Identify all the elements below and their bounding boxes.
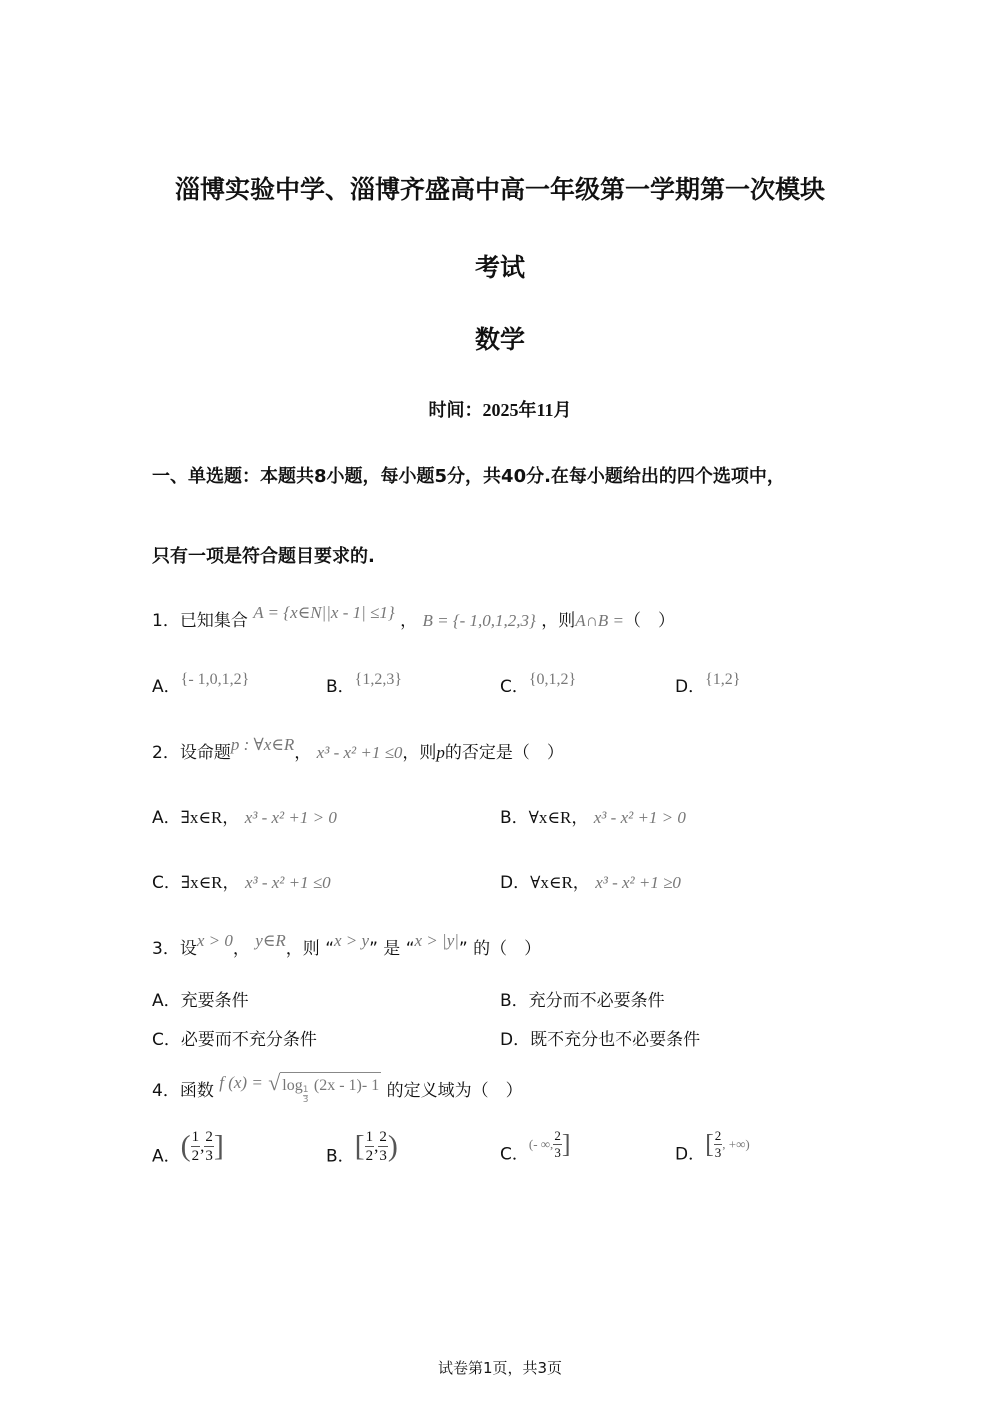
q4-option-b (326, 1128, 398, 1167)
frac-numerator: 2 (379, 1129, 387, 1145)
exam-time (0, 396, 1000, 422)
q2-option-c-expr: x³ - x² +1 ≤0 (244, 873, 331, 892)
q4-option-a-frac1 (191, 1128, 201, 1165)
q4-option-c-frac (553, 1128, 562, 1161)
q4-option-a-close: ] (213, 1129, 224, 1163)
q3-option-a-label: A． (152, 991, 181, 1011)
q4-end: 的定义域为（ ） (386, 1081, 523, 1101)
sqrt-icon: √ (268, 1070, 281, 1095)
q4-option-d-open: [ (705, 1129, 714, 1159)
q4-option-c (500, 1128, 570, 1165)
q3-option-a-text: 充要条件 (180, 991, 249, 1011)
question-3-stem (152, 931, 542, 959)
q4-log-base-num: 1 (302, 1085, 309, 1095)
q3-condition-a: x > y (334, 931, 370, 950)
q3-condition-b: x > |y| (414, 931, 459, 950)
q4-option-a-label: A． (152, 1146, 181, 1167)
frac-denominator: 3 (554, 1145, 561, 1160)
q4-option-a-open: ( (180, 1129, 191, 1163)
q3-cond-x: x > 0 (196, 931, 233, 950)
q3-option-c-label: C． (152, 1030, 181, 1050)
q1-option-d-value: {1,2} (705, 671, 741, 688)
time-value: 2025年11月 (482, 400, 572, 420)
q4-function: f (x) = (219, 1073, 263, 1092)
question-2-stem (152, 735, 564, 763)
frac-numerator: 1 (365, 1129, 374, 1145)
q4-option-d-post: , +∞) (722, 1136, 750, 1152)
q1-expr: A∩B = (575, 611, 625, 630)
q3-then: ，则 (285, 939, 320, 959)
q1-option-b-label: B． (326, 677, 355, 697)
q4-option-d-frac (714, 1128, 723, 1161)
q4-log: log (282, 1077, 303, 1094)
q4-option-b-open: [ (354, 1129, 365, 1163)
q3-option-d-label: D． (500, 1030, 531, 1050)
q4-radicand (280, 1072, 381, 1105)
q4-log-base (303, 1086, 309, 1105)
q4-prefix: 4．函数 (152, 1081, 214, 1101)
q2-option-d: D．∀x∈R， x³ - x² +1 ≥0 (500, 873, 681, 893)
frac-denominator: 3 (379, 1148, 387, 1164)
q1-option-c-label: C． (500, 677, 529, 697)
q2-option-d-quant: ∀x∈R (530, 873, 573, 892)
q4-option-b-frac1 (365, 1128, 375, 1165)
q3-is: 是 (383, 939, 401, 959)
frac-denominator: 3 (714, 1145, 722, 1160)
q1-set-a: A = {x∈N||x - 1| ≤1} (253, 603, 395, 622)
frac-denominator: 3 (205, 1148, 213, 1164)
q4-option-b-label: B． (326, 1146, 355, 1167)
q1-option-d-label: D． (675, 677, 706, 697)
q3-option-a (152, 986, 249, 1011)
q1-option-b-value: {1,2,3} (354, 671, 403, 688)
q4-option-b-close: ) (387, 1129, 398, 1163)
q4-option-b-sep: , (374, 1136, 379, 1156)
q3-prefix: 3．设 (152, 939, 197, 959)
q2-proposition: p : ∀x∈R (230, 735, 295, 754)
q4-option-d-label: D． (675, 1144, 706, 1165)
q2-comma: ， (294, 743, 312, 763)
q3-option-c-text: 必要而不充分条件 (180, 1030, 317, 1050)
q1-option-a-label: A． (152, 677, 181, 697)
q2-inequality: x³ - x² +1 ≤0 (316, 743, 403, 762)
q2-option-a-quant: ∃x∈R (180, 808, 223, 827)
q1-prefix: 1．已知集合 (152, 611, 248, 631)
q4-log-base-den: 3 (302, 1095, 309, 1105)
q4-option-c-pre: (- ∞, (528, 1136, 554, 1152)
q2-option-a-expr: x³ - x² +1 > 0 (244, 808, 337, 827)
q2-option-a-label: A． (152, 808, 181, 828)
q1-option-c (500, 672, 576, 697)
q1-option-d (675, 672, 740, 697)
q2-prefix: 2．设命题 (152, 743, 231, 763)
q3-option-d-text: 既不充分也不必要条件 (530, 1030, 701, 1050)
question-1-stem (152, 603, 676, 631)
q4-option-b-frac2 (378, 1128, 388, 1165)
q4-option-d (675, 1128, 750, 1165)
q4-option-a-sep: , (200, 1136, 205, 1156)
frac-numerator: 2 (205, 1129, 213, 1145)
subject-title: 数学 (474, 325, 525, 354)
q1-blank: （ ） (624, 611, 676, 631)
q2-option-c-quant: ∃x∈R (180, 873, 223, 892)
q3-end: 的（ ） (473, 939, 542, 959)
exam-title-line1: 淄博实验中学、淄博齐盛高中高一年级第一学期第一次模块 (174, 175, 825, 204)
q2-option-d-expr: x³ - x² +1 ≥0 (595, 873, 681, 892)
q2-option-c-label: C． (152, 873, 181, 893)
q3-option-d (500, 1025, 700, 1050)
q2-option-a: A．∃x∈R， x³ - x² +1 > 0 (152, 808, 337, 828)
q2-end: 的否定是（ ） (444, 743, 564, 763)
q3-option-b (500, 986, 665, 1011)
exam-title-line2: 考试 (474, 253, 525, 282)
frac-denominator: 2 (365, 1148, 374, 1164)
q1-option-c-value: {0,1,2} (528, 671, 577, 688)
q3-quote-open-b: “ (405, 939, 415, 959)
q2-suffix: ，则 (402, 743, 437, 763)
q2-option-c: C．∃x∈R， x³ - x² +1 ≤0 (152, 873, 331, 893)
q4-sqrt (268, 1070, 381, 1105)
q1-suffix: ，则 (541, 611, 576, 631)
q4-option-a (152, 1128, 224, 1167)
question-4-stem (152, 1066, 523, 1110)
q2-option-b: B．∀x∈R， x³ - x² +1 > 0 (500, 808, 686, 828)
frac-numerator: 1 (191, 1129, 200, 1145)
q2-option-d-label: D． (500, 873, 531, 893)
page-footer: 试卷第1页，共3页 (437, 1359, 563, 1377)
q4-arg: (2x - 1)- 1 (313, 1077, 380, 1094)
q3-option-c (152, 1025, 317, 1050)
frac-denominator: 2 (191, 1148, 200, 1164)
q3-quote-close-b: ” (458, 939, 468, 959)
q2-option-b-label: B． (500, 808, 529, 828)
q3-quote-open-a: “ (325, 939, 334, 959)
frac-numerator: 2 (714, 1128, 722, 1143)
q4-option-a-frac2 (204, 1128, 214, 1165)
q1-comma: ， (400, 611, 418, 631)
time-label: 时间： (428, 400, 483, 421)
q1-option-a (152, 672, 249, 697)
q3-quote-close-a: ” (369, 939, 378, 959)
q4-option-c-close: ] (561, 1129, 571, 1159)
q1-option-a-value: {- 1,0,1,2} (180, 671, 250, 688)
q1-option-b (326, 672, 402, 697)
q4-option-c-label: C． (500, 1144, 529, 1165)
section-instruction-line1: 一、单选题：本题共8小题，每小题5分，共40分.在每小题给出的四个选项中， (152, 466, 785, 487)
q2-p: p (436, 743, 445, 762)
q3-option-b-label: B． (500, 991, 529, 1011)
q2-option-b-quant: ∀x∈R (528, 808, 572, 827)
q3-comma: ， (232, 939, 250, 959)
q2-option-b-expr: x³ - x² +1 > 0 (593, 808, 686, 827)
q1-set-b: B = {- 1,0,1,2,3} (422, 611, 536, 630)
section-instruction-line2: 只有一项是符合题目要求的. (152, 546, 375, 567)
q3-option-b-text: 充分而不必要条件 (528, 991, 665, 1011)
frac-numerator: 2 (554, 1128, 561, 1143)
q3-cond-y: y∈R (255, 931, 286, 950)
